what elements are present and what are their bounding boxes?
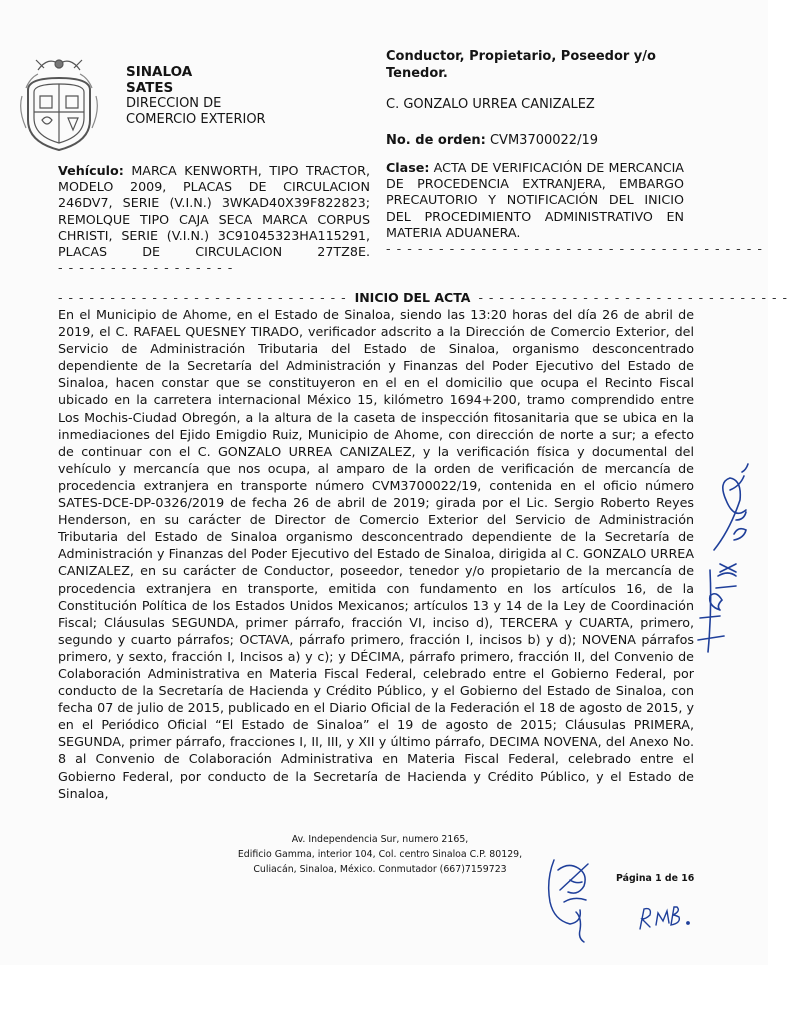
section-title: INICIO DEL ACTA xyxy=(354,290,471,305)
vehicle-text: MARCA KENWORTH, TIPO TRACTOR, MODELO 2009, PLACAS DE CIRCULACION 246DV7, SERIE (V.I.N.) 3WKAD40X39F822823; REMOLQUE TIPO CAJA SECA MARCA CORPUS CHRISTI, SERIE (V.I.N.) 3C91045323HA115291, PLACAS DE CIRCULACION 27TZ8E. xyxy=(58,163,370,260)
handwritten-signature-bottom xyxy=(540,850,600,945)
clase-label: Clase: xyxy=(386,160,430,175)
page-margin xyxy=(0,965,768,1024)
handwritten-initials xyxy=(636,895,696,935)
clase-dash-line: - - - - - - - - - - - - - - - - - - - - - - - - - - - - - - - - - - - - xyxy=(386,241,763,257)
clase-text: ACTA DE VERIFICACIÓN DE MERCANCIA DE PROCEDENCIA EXTRANJERA, EMBARGO PRECAUTORIO Y NOTIFICACIÓN DEL INICIO DEL PROCEDIMIENTO ADMINISTRATIVO EN MATERIA ADUANERA. xyxy=(386,160,684,240)
footer-address-line3: Culiacán, Sinaloa, México. Conmutador (667)7159723 xyxy=(253,864,507,875)
section-heading xyxy=(58,290,788,305)
order-number xyxy=(386,133,598,148)
org-name: SINALOA xyxy=(126,64,193,80)
sinaloa-coat-of-arms-icon xyxy=(18,50,100,154)
vehicle-dash-line: - - - - - - - - - - - - - - - - - xyxy=(58,260,234,276)
vehicle-description xyxy=(58,163,370,276)
footer-address-line1: Av. Independencia Sur, numero 2165, xyxy=(291,834,469,845)
act-class xyxy=(386,160,763,257)
footer-address xyxy=(210,832,550,877)
recipient-role: Conductor, Propietario, Poseedor y/o Tenedor. xyxy=(386,49,656,81)
order-value: CVM3700022/19 xyxy=(489,133,598,148)
handwritten-signature-side xyxy=(690,460,760,660)
addressee-name: C. GONZALO URREA CANIZALEZ xyxy=(386,97,595,112)
order-label: No. de orden: xyxy=(386,133,486,148)
footer-address-line2: Edificio Gamma, interior 104, Col. centro Sinaloa C.P. 80129, xyxy=(237,849,523,860)
section-dashes-right: - - - - - - - - - - - - - - - - - - - - - - - - - - - - - - xyxy=(478,290,788,305)
org-department-line1: DIRECCION DE xyxy=(126,96,222,111)
org-department-line2: COMERCIO EXTERIOR xyxy=(126,112,266,127)
page-number: Página 1 de 16 xyxy=(616,873,695,884)
act-body-paragraph: En el Municipio de Ahome, en el Estado de Sinaloa, siendo las 13:20 horas del día 26 de abril de 2019, el C. RAFAEL QUESNEY TIRADO, verificador adscrito a la Dirección de Comercio Exterior, del Servicio de Administración Tributaria del Estado de Sinaloa, organismo desconcentrado dependiente de la Secretaría del Administración y Finanzas del Poder Ejecutivo del Estado de Sinaloa, hacen constar que se constituyeron en el en el domicilio que ocupa el Recinto Fiscal ubicado en la carretera internacional México 15, kilómetro 1694+200, tramo comprendido entre Los Mochis-Ciudad Obregón, a la altura de la caseta de inspección fitosanitaria que se ubica en la inmediaciones del Ejido Emigdio Ruiz, Municipio de Ahome, con dirección de norte a sur; a efecto de continuar con el C. GONZALO URREA CANIZALEZ, y la verificación física y documental del vehículo y mercancía que nos ocupa, al amparo de la orden de verificación de mercancía de procedencia extranjera en transporte número CVM3700022/19, contenida en el oficio número SATES-DCE-DP-0326/2019 de fecha 26 de abril de 2019; girada por el Lic. Sergio Roberto Reyes Henderson, en su carácter de Director de Comercio Exterior del Servicio de Administración Tributaria del Estado de Sinaloa organismo desconcentrado dependiente de la Secretaría de Administración y Finanzas del Poder Ejecutivo del Estado de Sinaloa, dirigida al C. GONZALO URREA CANIZALEZ, en su carácter de Conductor, poseedor, tenedor y/o propietario de la mercancía de procedencia extranjera en transporte, emitida con fundamento en los artículos 16, de la Constitución Política de los Estados Unidos Mexicanos; artículos 13 y 14 de la Ley de Coordinación Fiscal; Cláusulas SEGUNDA, primer párrafo, fracción VI, inciso d), TERCERA y CUARTA, primero, segundo y cuarto párrafos; OCTAVA, párrafo primero, fracción I, incisos b) y d); NOVENA párrafos primero, y sexto, fracción I, Incisos a) y c); y DÉCIMA, párrafo primero, fracción II, del Convenio de Colaboración Administrativa en Materia Fiscal Federal, celebrado entre el Gobierno Federal, por conducto de la Secretaría de Hacienda y Crédito Público, y el Gobierno del Estado de Sinaloa, con fecha 07 de julio de 2015, publicado en el Diario Oficial de la Federación el 18 de agosto de 2015, y en el Periódico Oficial “El Estado de Sinaloa” el 19 de agosto de 2015; Cláusulas PRIMERA, SEGUNDA, primer párrafo, fracciones I, II, III, y XII y último párrafo, DECIMA NOVENA, del Anexo No. 8 al Convenio de Colaboración Administrativa en Materia Fiscal Federal, celebrado entre el Gobierno Federal, por conducto de la Secretaría de Hacienda y Crédito Público, y el Estado de Sinaloa, xyxy=(58,307,694,801)
org-acronym: SATES xyxy=(126,80,174,96)
vehicle-label: Vehículo: xyxy=(58,163,124,178)
section-dashes-left: - - - - - - - - - - - - - - - - - - - - - - - - - - - - xyxy=(58,290,347,305)
issuing-organization xyxy=(126,64,266,128)
